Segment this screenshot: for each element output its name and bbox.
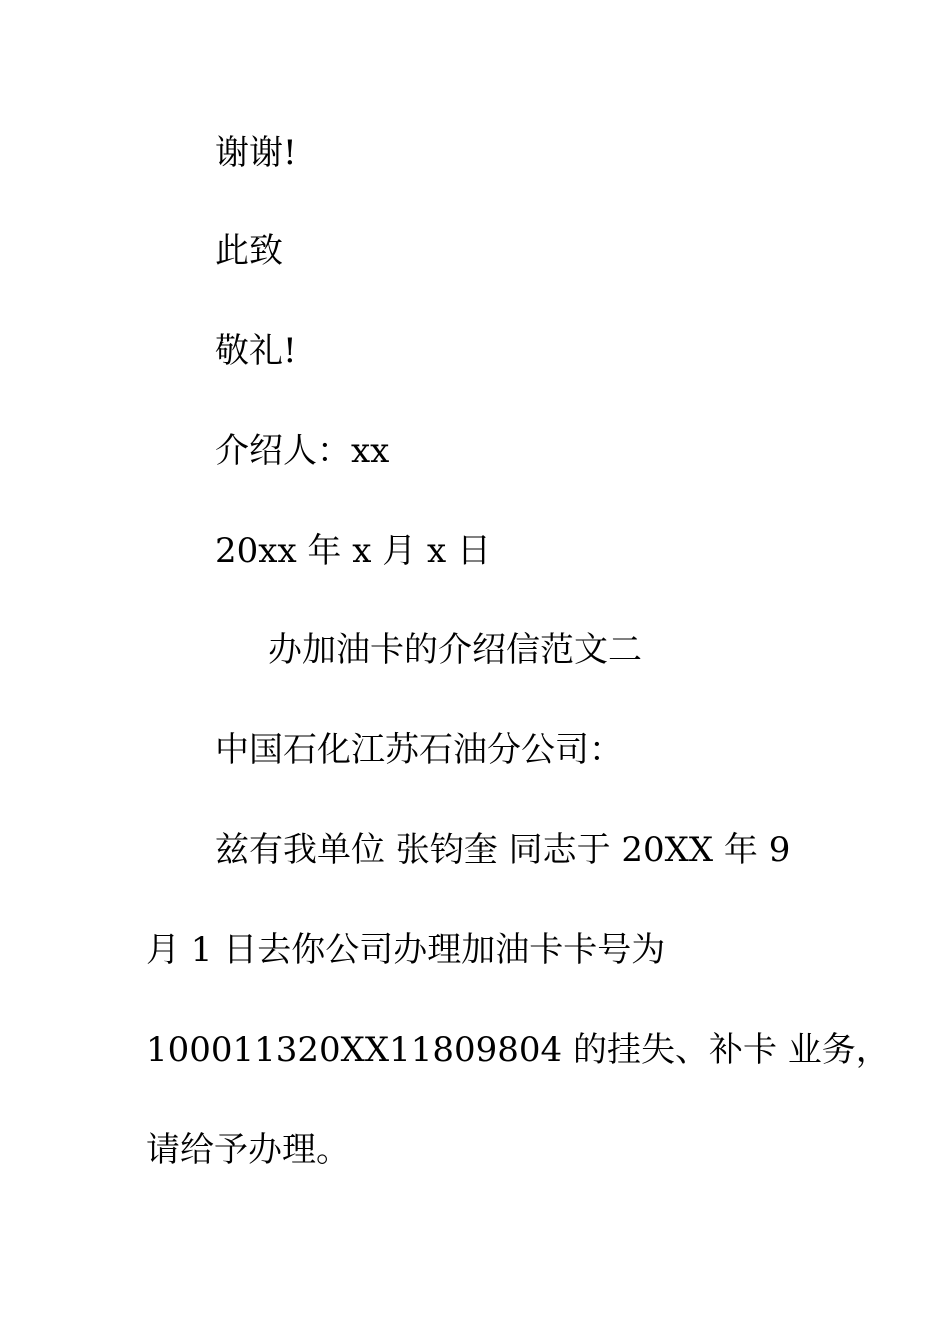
body-line-4: 请给予办理。 xyxy=(146,1130,350,1170)
date-line: 20xx 年 x 月 x 日 xyxy=(215,531,492,571)
introducer-line: 介绍人：xx xyxy=(215,431,390,471)
closing-regards: 敬礼! xyxy=(215,331,297,371)
body-line-3: 100011320XX11809804 的挂失、补卡 业务， xyxy=(146,1030,890,1070)
section-title: 办加油卡的介绍信范文二 xyxy=(268,630,642,670)
addressee-line: 中国石化江苏石油分公司： xyxy=(215,730,623,770)
closing-thanks: 谢谢! xyxy=(215,133,297,173)
closing-salutation: 此致 xyxy=(215,231,283,271)
body-line-1: 兹有我单位 张钧奎 同志于 20XX 年 9 xyxy=(215,830,791,870)
body-line-2: 月 1 日去你公司办理加油卡卡号为 xyxy=(146,930,666,970)
